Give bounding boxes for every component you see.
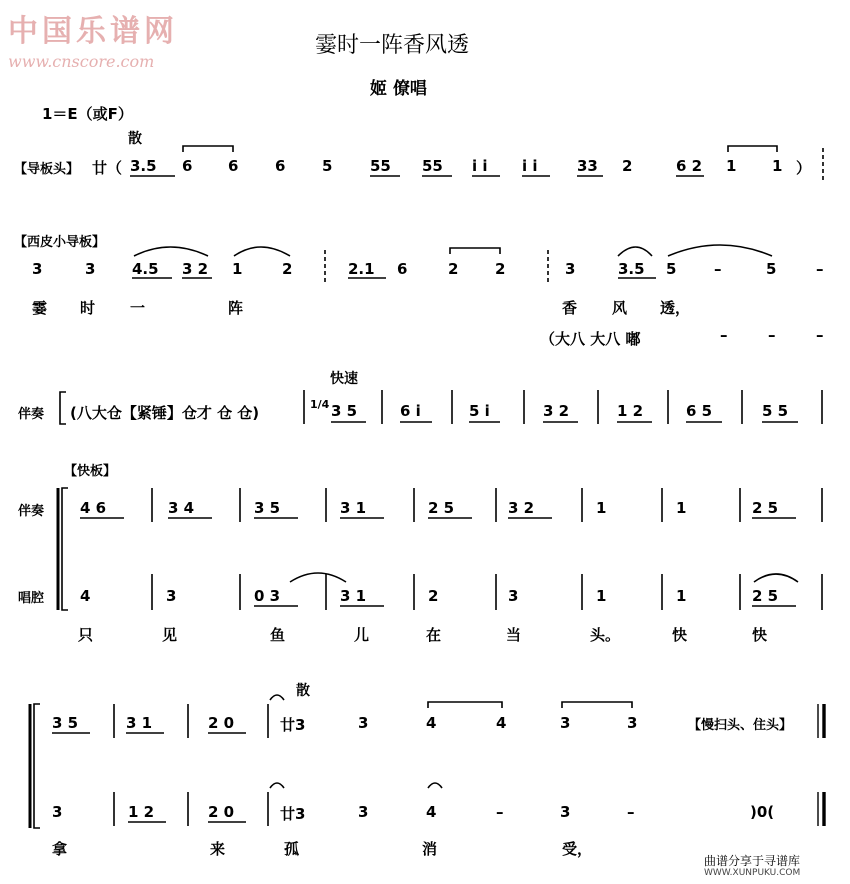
slur [668, 245, 772, 256]
tie-bracket [428, 702, 502, 708]
section-xipi-xiaodaoban: 【西皮小导板】 [14, 235, 106, 250]
note: 1 2 [617, 402, 644, 420]
dash: – [720, 326, 728, 344]
note: 6 [275, 157, 286, 175]
key-signature: 1＝E（或F） [42, 105, 133, 123]
note: 3 1 [126, 714, 153, 732]
lyric: 来 [210, 840, 226, 858]
dash: – [496, 803, 504, 821]
note: 6 [228, 157, 239, 175]
note: 6 2 [676, 157, 703, 175]
note: 0 3 [254, 587, 281, 605]
note: 3 [627, 714, 638, 732]
note: 6 5 [686, 402, 713, 420]
note: 3 4 [168, 499, 195, 517]
lyric: 透， [660, 299, 691, 317]
note: 1 [676, 499, 687, 517]
note: 3.5 [130, 157, 157, 175]
note: 1 [232, 260, 243, 278]
system-bracket [62, 488, 68, 610]
slur [134, 247, 208, 256]
note: 3.5 [618, 260, 645, 278]
lyric: 见 [162, 626, 178, 644]
tie-bracket [562, 702, 632, 708]
percussion-pre: (八大仓【紧锤】仓才 仓 仓) [70, 404, 260, 422]
percussion-line: （大八 大八 嘟 [540, 330, 641, 348]
lyric: 霎 [32, 299, 48, 317]
note: 4 6 [80, 499, 107, 517]
note: 33 [577, 157, 598, 175]
note: 3 2 [543, 402, 570, 420]
note: 3 2 [508, 499, 535, 517]
line1-open: 廿（ [92, 159, 123, 177]
note: 2 [448, 260, 459, 278]
fermata [428, 783, 442, 788]
note: 55 [370, 157, 391, 175]
lyric: 时 [80, 299, 96, 317]
bottom-end: )0( [750, 803, 775, 821]
dash: – [768, 326, 776, 344]
lyric: 儿 [354, 626, 370, 644]
score-title: 霎时一阵香风透 [315, 33, 470, 58]
lyric: 头。 [590, 626, 621, 644]
lyric: 当 [506, 626, 522, 644]
tie-bracket [183, 146, 233, 152]
lyric: 消 [422, 840, 438, 858]
note: 4.5 [132, 260, 159, 278]
lyric: 在 [426, 626, 442, 644]
note: 5 [322, 157, 333, 175]
lyric: 快 [672, 626, 688, 644]
note: 2 5 [752, 499, 779, 517]
note: 3 [358, 803, 369, 821]
section-mansaotou: 【慢扫头、住头】 [688, 718, 793, 733]
lyric: 鱼 [270, 626, 286, 644]
slur [290, 573, 346, 582]
lyric: 一 [130, 299, 146, 317]
note: 3 [508, 587, 519, 605]
note: 2 5 [752, 587, 779, 605]
lyric: 香 [562, 299, 578, 317]
slur [618, 247, 652, 256]
note: 3 1 [340, 587, 367, 605]
tempo-kuaisu: 快速 [330, 371, 358, 387]
note: 2 [282, 260, 293, 278]
note: 6 [182, 157, 193, 175]
note: 5 i [469, 402, 490, 420]
note: 3 2 [182, 260, 209, 278]
note: 3 [166, 587, 177, 605]
dash: – [816, 326, 824, 344]
note: 4 [426, 714, 437, 732]
section-daobantou: 【导板头】 [14, 162, 80, 177]
footer-url: WWW.XUNPUKU.COM [704, 868, 801, 878]
note: 3 5 [52, 714, 79, 732]
note: – [714, 260, 722, 278]
lyric: 阵 [228, 299, 244, 317]
note: 55 [422, 157, 443, 175]
note: 1 [726, 157, 737, 175]
lyric: 受， [562, 840, 593, 858]
note: 2 [495, 260, 506, 278]
lyric: 风 [612, 299, 628, 317]
note: 3 [85, 260, 96, 278]
slur [234, 247, 290, 256]
tempo-san-2: 散 [296, 683, 310, 699]
note: 3 [565, 260, 576, 278]
note: 3 [358, 714, 369, 732]
note: 4 [496, 714, 507, 732]
slur [754, 574, 798, 582]
lyric: 只 [78, 626, 94, 644]
note: 1 2 [128, 803, 155, 821]
note: 1 [772, 157, 783, 175]
note: 6 i [400, 402, 421, 420]
note: 4 [426, 803, 437, 821]
label-changqiang: 唱腔 [18, 591, 45, 606]
note: 2 [622, 157, 633, 175]
note: i i [472, 157, 488, 175]
lyric: 拿 [52, 840, 68, 858]
fermata [270, 783, 284, 788]
note: 5 [766, 260, 777, 278]
note: 3 5 [331, 402, 358, 420]
tie-bracket [450, 248, 500, 254]
dash: – [627, 803, 635, 821]
note: 3 5 [254, 499, 281, 517]
tie-bracket [728, 146, 777, 152]
note: 5 5 [762, 402, 789, 420]
label-banzou: 伴奏 [18, 504, 45, 519]
note: 2 [428, 587, 439, 605]
lyric: 快 [752, 626, 768, 644]
note: 2 0 [208, 714, 235, 732]
note: 1 [676, 587, 687, 605]
note: 廿3 [280, 805, 306, 823]
note: 3 [32, 260, 43, 278]
note: i i [522, 157, 538, 175]
note: 2 5 [428, 499, 455, 517]
note: 2.1 [348, 260, 375, 278]
note: 1 [596, 499, 607, 517]
note: 廿3 [280, 716, 306, 734]
note: 6 [397, 260, 408, 278]
footer-credit: 曲谱分享于寻谱库 [704, 854, 801, 868]
note: 1 [596, 587, 607, 605]
tempo-san-1: 散 [128, 131, 142, 147]
note: 3 [52, 803, 63, 821]
time-signature: 1/4 [310, 398, 330, 411]
section-kuaiban: 【快板】 [64, 464, 117, 479]
line1-close: ） [796, 159, 812, 177]
note: 3 1 [340, 499, 367, 517]
fermata [270, 695, 284, 700]
site-url-watermark: www.cnscore.com [8, 52, 155, 71]
note: 2 0 [208, 803, 235, 821]
note: – [816, 260, 824, 278]
site-watermark: 中国乐谱网 [8, 14, 178, 49]
note: 4 [80, 587, 91, 605]
system-bracket [34, 704, 40, 828]
label-banzou: 伴奏 [18, 407, 45, 422]
note: 5 [666, 260, 677, 278]
note: 3 [560, 714, 571, 732]
singer-credit: 姬 僚唱 [370, 79, 427, 99]
lyric: 孤 [284, 840, 300, 858]
bracket [60, 392, 66, 424]
note: 3 [560, 803, 571, 821]
